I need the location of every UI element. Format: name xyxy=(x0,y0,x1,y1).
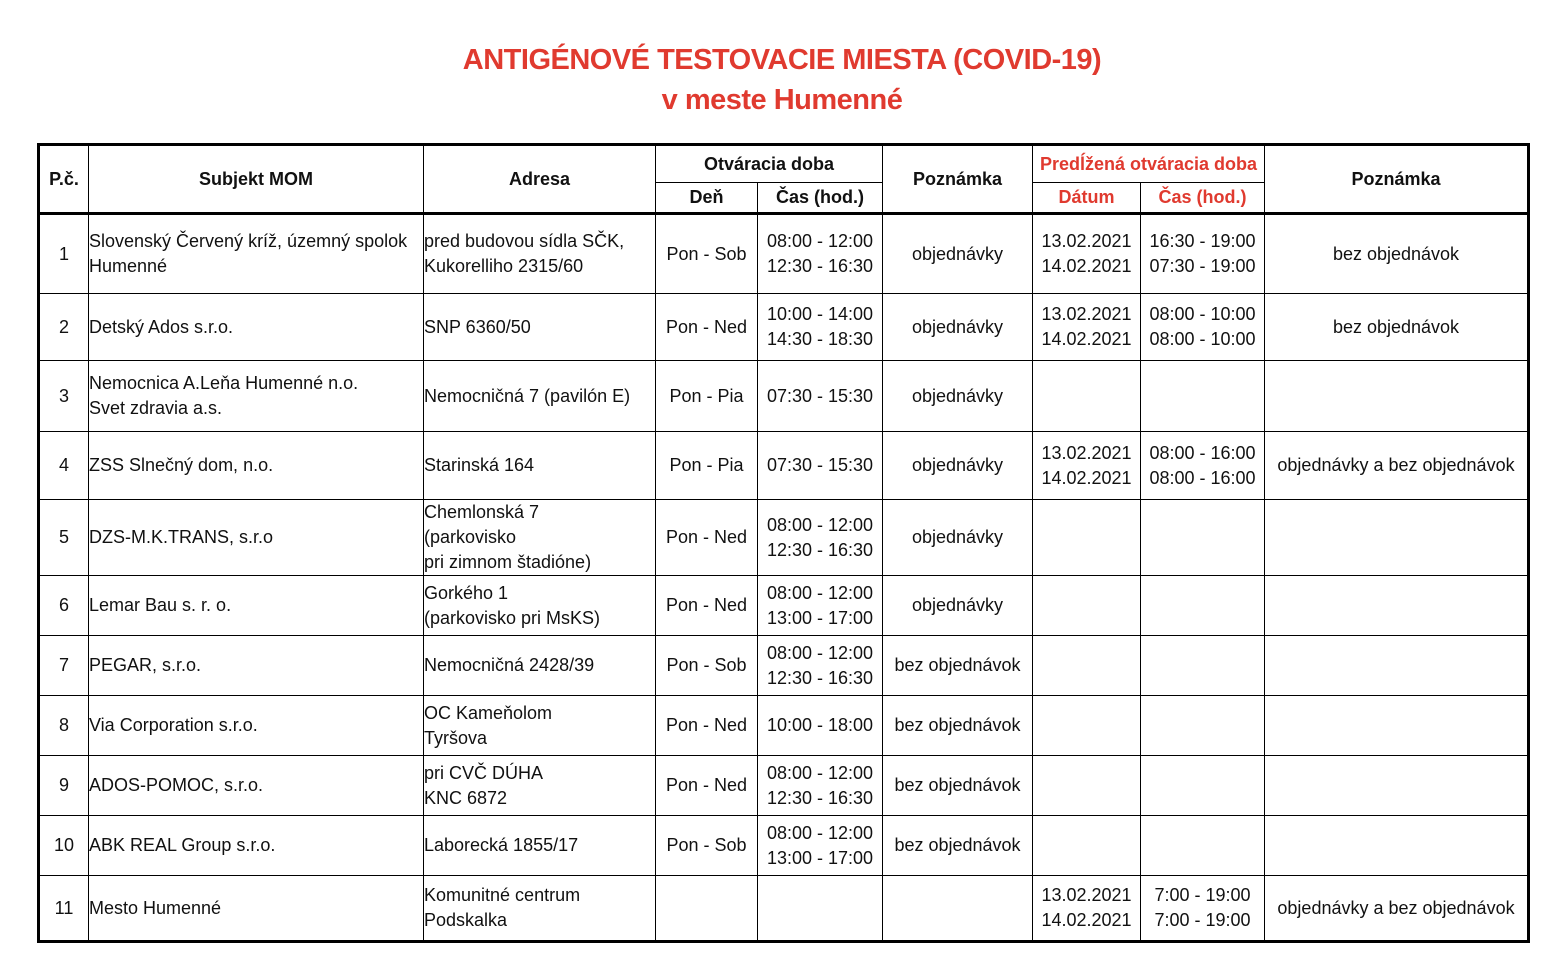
header-pc: P.č. xyxy=(39,145,89,214)
date-cell-line: 13.02.2021 xyxy=(1041,442,1132,463)
ext-time-cell-line: 08:00 - 16:00 xyxy=(1149,442,1256,463)
document-title: ANTIGÉNOVÉ TESTOVACIE MIESTA (COVID-19) xyxy=(462,44,1102,76)
subject-cell-line: ABK REAL Group s.r.o. xyxy=(89,835,276,855)
subject-cell-line: Svet zdravia a.s. xyxy=(89,398,223,418)
address-cell-line: Komunitné centrum xyxy=(424,885,581,905)
note2-cell: bez objednávok xyxy=(1265,214,1529,294)
row-number: 5 xyxy=(39,500,89,576)
header-note: Poznámka xyxy=(883,145,1033,214)
subject-cell-line: Slovenský Červený kríž, územný spolok xyxy=(89,231,408,251)
row-number: 8 xyxy=(39,696,89,756)
time-cell-line: 12:30 - 16:30 xyxy=(766,539,874,560)
time-cell xyxy=(758,361,883,432)
address-cell xyxy=(424,576,656,636)
address-cell xyxy=(424,816,656,876)
subject-cell-line: Nemocnica A.Leňa Humenné n.o. xyxy=(89,373,359,393)
address-cell-line: (parkovisko xyxy=(424,527,517,547)
subject-cell xyxy=(89,756,424,816)
ext-time-cell xyxy=(1141,816,1265,876)
time-cell-line: 10:00 - 18:00 xyxy=(766,715,874,735)
note2-cell: objednávky a bez objednávok xyxy=(1265,876,1529,942)
time-cell-line: 14:30 - 18:30 xyxy=(766,329,874,349)
table-row xyxy=(39,500,1529,576)
ext-time-cell-line: 07:30 - 19:00 xyxy=(1149,256,1256,276)
time-cell xyxy=(758,214,883,294)
address-cell-line: Tyršova xyxy=(424,727,488,748)
table-body xyxy=(39,214,1529,942)
note-cell: objednávky xyxy=(883,500,1033,576)
subject-cell xyxy=(89,500,424,576)
ext-time-cell xyxy=(1141,500,1265,576)
address-cell-line: pred budovou sídla SČK, xyxy=(424,231,625,251)
time-cell-line: 08:00 - 12:00 xyxy=(766,582,874,603)
day-cell: Pon - Ned xyxy=(656,756,758,816)
address-cell-line: pri zimnom štadióne) xyxy=(424,552,592,572)
day-cell: Pon - Ned xyxy=(656,500,758,576)
row-number: 11 xyxy=(39,876,89,942)
time-cell-line: 12:30 - 16:30 xyxy=(766,667,874,688)
subject-cell xyxy=(89,696,424,756)
subject-cell xyxy=(89,576,424,636)
date-cell xyxy=(1033,500,1141,576)
table-row xyxy=(39,636,1529,696)
ext-time-cell xyxy=(1141,876,1265,942)
time-cell-line: 07:30 - 15:30 xyxy=(766,455,874,475)
ext-time-cell xyxy=(1141,696,1265,756)
row-number: 7 xyxy=(39,636,89,696)
note2-cell xyxy=(1265,500,1529,576)
note2-cell xyxy=(1265,361,1529,432)
subject-cell xyxy=(89,816,424,876)
subject-cell-line: Humenné xyxy=(89,256,168,276)
subject-cell-line: Mesto Humenné xyxy=(89,897,222,918)
note-cell xyxy=(883,876,1033,942)
note-cell: bez objednávok xyxy=(883,756,1033,816)
date-cell-line: 13.02.2021 xyxy=(1041,231,1132,251)
time-cell-line: 08:00 - 12:00 xyxy=(766,822,874,843)
header-date: Dátum xyxy=(1033,183,1141,214)
row-number: 10 xyxy=(39,816,89,876)
ext-time-cell xyxy=(1141,576,1265,636)
table-row xyxy=(39,576,1529,636)
row-number: 2 xyxy=(39,294,89,361)
table-row xyxy=(39,756,1529,816)
ext-time-cell-line: 08:00 - 10:00 xyxy=(1149,304,1256,324)
address-cell-line: OC Kameňolom xyxy=(424,702,553,723)
header-time: Čas (hod.) xyxy=(758,183,883,214)
header-ext-time: Čas (hod.) xyxy=(1141,183,1265,214)
note-cell: objednávky xyxy=(883,294,1033,361)
header-opening-hours: Otváracia doba xyxy=(656,145,883,183)
time-cell xyxy=(758,696,883,756)
date-cell xyxy=(1033,214,1141,294)
address-cell xyxy=(424,696,656,756)
address-cell xyxy=(424,432,656,500)
ext-time-cell xyxy=(1141,361,1265,432)
time-cell xyxy=(758,816,883,876)
table-row xyxy=(39,294,1529,361)
time-cell xyxy=(758,876,883,942)
day-cell: Pon - Ned xyxy=(656,294,758,361)
note2-cell: bez objednávok xyxy=(1265,294,1529,361)
ext-time-cell xyxy=(1141,294,1265,361)
subject-cell-line: Lemar Bau s. r. o. xyxy=(89,595,232,615)
date-cell xyxy=(1033,696,1141,756)
subject-cell xyxy=(89,432,424,500)
address-cell-line: KNC 6872 xyxy=(424,787,508,808)
subject-cell xyxy=(89,876,424,942)
note-cell: bez objednávok xyxy=(883,636,1033,696)
day-cell: Pon - Sob xyxy=(656,816,758,876)
date-cell-line: 14.02.2021 xyxy=(1041,910,1132,930)
time-cell xyxy=(758,432,883,500)
ext-time-cell xyxy=(1141,214,1265,294)
address-cell xyxy=(424,756,656,816)
testing-sites-table xyxy=(37,143,1530,943)
ext-time-cell-line: 08:00 - 10:00 xyxy=(1149,329,1256,349)
day-cell: Pon - Ned xyxy=(656,696,758,756)
ext-time-cell-line: 08:00 - 16:00 xyxy=(1149,467,1256,488)
day-cell: Pon - Pia xyxy=(656,361,758,432)
row-number: 4 xyxy=(39,432,89,500)
date-cell-line: 14.02.2021 xyxy=(1041,467,1132,488)
time-cell-line: 13:00 - 17:00 xyxy=(766,847,874,868)
subject-cell-line: ZSS Slnečný dom, n.o. xyxy=(89,455,274,475)
row-number: 9 xyxy=(39,756,89,816)
address-cell-line: SNP 6360/50 xyxy=(424,316,531,337)
subject-cell xyxy=(89,294,424,361)
date-cell-line: 14.02.2021 xyxy=(1041,256,1132,276)
time-cell-line: 08:00 - 12:00 xyxy=(766,514,874,535)
address-cell xyxy=(424,500,656,576)
note2-cell: objednávky a bez objednávok xyxy=(1265,432,1529,500)
row-number: 6 xyxy=(39,576,89,636)
date-cell-line: 13.02.2021 xyxy=(1041,304,1132,324)
date-cell xyxy=(1033,636,1141,696)
note-cell: objednávky xyxy=(883,432,1033,500)
note-cell: bez objednávok xyxy=(883,816,1033,876)
time-cell xyxy=(758,576,883,636)
address-cell-line: Nemocničná 2428/39 xyxy=(424,655,595,675)
date-cell xyxy=(1033,576,1141,636)
subject-cell xyxy=(89,214,424,294)
address-cell-line: Kukorelliho 2315/60 xyxy=(424,256,584,276)
time-cell xyxy=(758,756,883,816)
address-cell xyxy=(424,214,656,294)
address-cell-line: Podskalka xyxy=(424,910,508,930)
ext-time-cell-line: 16:30 - 19:00 xyxy=(1149,231,1256,251)
address-cell xyxy=(424,636,656,696)
ext-time-cell xyxy=(1141,636,1265,696)
day-cell: Pon - Pia xyxy=(656,432,758,500)
time-cell xyxy=(758,500,883,576)
time-cell xyxy=(758,636,883,696)
table-row xyxy=(39,696,1529,756)
header-note-2: Poznámka xyxy=(1265,145,1529,214)
row-number: 3 xyxy=(39,361,89,432)
address-cell-line: pri CVČ DÚHA xyxy=(424,762,544,783)
table-row xyxy=(39,876,1529,942)
note2-cell xyxy=(1265,696,1529,756)
address-cell xyxy=(424,294,656,361)
table-row xyxy=(39,214,1529,294)
header-extended-hours: Predĺžená otváracia doba xyxy=(1033,145,1265,183)
address-cell-line: Nemocničná 7 (pavilón E) xyxy=(424,385,631,406)
note-cell: objednávky xyxy=(883,576,1033,636)
time-cell-line: 13:00 - 17:00 xyxy=(766,607,874,628)
note2-cell xyxy=(1265,816,1529,876)
header-subject: Subjekt MOM xyxy=(89,145,424,214)
date-cell xyxy=(1033,756,1141,816)
time-cell-line: 12:30 - 16:30 xyxy=(766,787,874,808)
header-address: Adresa xyxy=(424,145,656,214)
time-cell xyxy=(758,294,883,361)
subject-cell-line: PEGAR, s.r.o. xyxy=(89,655,202,675)
document-subtitle: v meste Humenné xyxy=(661,84,903,116)
header-day: Deň xyxy=(656,183,758,214)
table-row xyxy=(39,361,1529,432)
day-cell xyxy=(656,876,758,942)
date-cell xyxy=(1033,432,1141,500)
ext-time-cell-line: 7:00 - 19:00 xyxy=(1154,885,1251,905)
subject-cell-line: DZS-M.K.TRANS, s.r.o xyxy=(89,527,274,547)
time-cell-line: 07:30 - 15:30 xyxy=(766,385,874,406)
day-cell: Pon - Sob xyxy=(656,214,758,294)
date-cell xyxy=(1033,816,1141,876)
time-cell-line: 08:00 - 12:00 xyxy=(766,642,874,663)
address-cell-line: Laborecká 1855/17 xyxy=(424,835,579,855)
subject-cell-line: Detský Ados s.r.o. xyxy=(89,316,234,337)
day-cell: Pon - Ned xyxy=(656,576,758,636)
time-cell-line: 12:30 - 16:30 xyxy=(766,256,874,276)
note-cell: objednávky xyxy=(883,361,1033,432)
note-cell: bez objednávok xyxy=(883,696,1033,756)
address-cell xyxy=(424,361,656,432)
note2-cell xyxy=(1265,756,1529,816)
ext-time-cell xyxy=(1141,756,1265,816)
time-cell-line: 08:00 - 12:00 xyxy=(766,762,874,783)
date-cell xyxy=(1033,876,1141,942)
row-number: 1 xyxy=(39,214,89,294)
note2-cell xyxy=(1265,636,1529,696)
subject-cell-line: Via Corporation s.r.o. xyxy=(89,715,258,735)
table-row xyxy=(39,816,1529,876)
date-cell xyxy=(1033,294,1141,361)
ext-time-cell xyxy=(1141,432,1265,500)
address-cell-line: (parkovisko pri MsKS) xyxy=(424,607,601,628)
note2-cell xyxy=(1265,576,1529,636)
date-cell xyxy=(1033,361,1141,432)
date-cell-line: 14.02.2021 xyxy=(1041,329,1132,349)
day-cell: Pon - Sob xyxy=(656,636,758,696)
address-cell-line: Gorkého 1 xyxy=(424,582,509,603)
subject-cell xyxy=(89,636,424,696)
address-cell xyxy=(424,876,656,942)
ext-time-cell-line: 7:00 - 19:00 xyxy=(1154,910,1251,930)
table-row xyxy=(39,432,1529,500)
subject-cell xyxy=(89,361,424,432)
date-cell-line: 13.02.2021 xyxy=(1041,885,1132,905)
time-cell-line: 08:00 - 12:00 xyxy=(766,231,874,251)
address-cell-line: Chemlonská 7 xyxy=(424,502,540,522)
time-cell-line: 10:00 - 14:00 xyxy=(766,304,874,324)
subject-cell-line: ADOS-POMOC, s.r.o. xyxy=(89,775,264,795)
address-cell-line: Starinská 164 xyxy=(424,455,535,475)
note-cell: objednávky xyxy=(883,214,1033,294)
